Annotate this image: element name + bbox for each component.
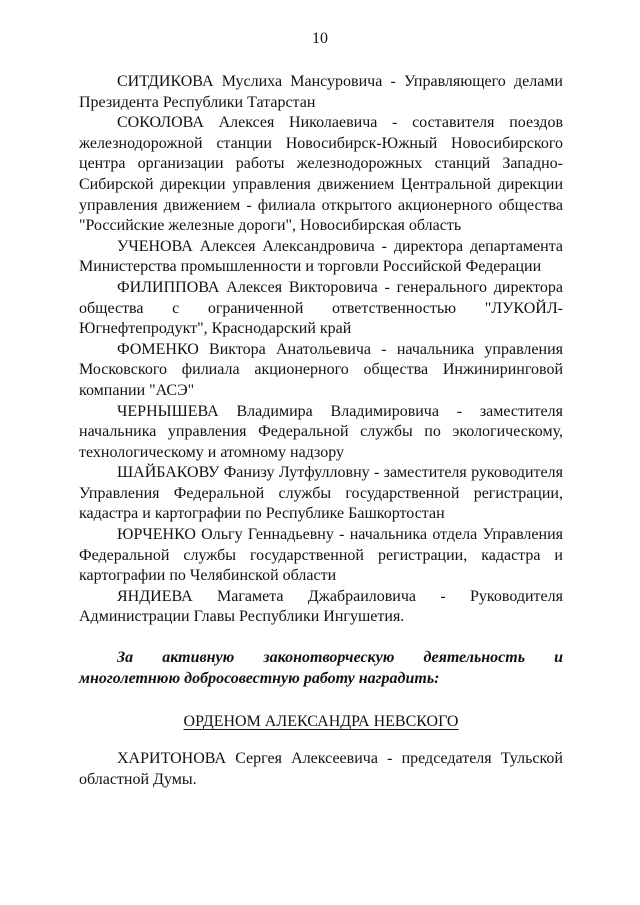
entry-surname: ХАРИТОНОВА xyxy=(117,750,227,768)
award-entry-final xyxy=(79,749,563,790)
entry-surname: ЮРЧЕНКО xyxy=(117,526,196,544)
entry-text: Сергея Алексеевича - председателя Тульской областной Думы. xyxy=(79,750,563,788)
entry-surname: УЧЕНОВА xyxy=(117,237,193,255)
entry-text: Ольгу Геннадьевну - начальника отдела Управления Федеральной службы государственной регистрации, кадастра и картографии по Челябинской области xyxy=(79,526,563,585)
entry-surname: ФИЛИППОВА xyxy=(117,278,220,296)
entry-surname: ЯНДИЕВА xyxy=(117,587,193,605)
entry-text: Алексея Александровича - директора департамента Министерства промышленности и торговли Российской Федерации xyxy=(79,237,563,276)
award-entry-4 xyxy=(79,278,563,340)
entry-surname: ШАЙБАКОВУ xyxy=(117,464,220,482)
award-entry-1 xyxy=(79,72,563,113)
award-entry-5 xyxy=(79,340,563,402)
entry-text: Муслиха Мансуровича - Управляющего делами Президента Республики Татарстан xyxy=(79,73,563,111)
award-entry-9 xyxy=(79,587,563,628)
entry-surname: СОКОЛОВА xyxy=(117,114,204,132)
entry-text: Фанизу Лутфулловну - заместителя руководителя Управления Федеральной службы государственной регистрации, кадастра и картографии по Республике Башкортостан xyxy=(79,464,563,523)
order-title: ОРДЕНОМ АЛЕКСАНДРА НЕВСКОГО xyxy=(183,713,459,731)
entry-text: Алексея Николаевича - составителя поездов железнодорожной станции Новосибирск-Южный Новосибирского центра организации работы железнодорожных станций Западно-Сибирской дирекции управления движением Центральной дирекции управления движением - филиала открытого акционерного общества "Российские железные дороги", Новосибирская область xyxy=(79,114,563,235)
award-intro: За активную законотворческую деятельность и многолетнюю добросовестную работу наградить: xyxy=(79,649,563,687)
entry-surname: СИТДИКОВА xyxy=(117,73,214,90)
award-entry-3 xyxy=(79,237,563,278)
award-entry-7 xyxy=(79,463,563,525)
document-body xyxy=(79,72,563,790)
award-entry-2 xyxy=(79,113,563,237)
award-entry-6 xyxy=(79,402,563,464)
entry-text: Виктора Анатольевича - начальника управления Московского филиала акционерного общества Инжиниринговой компании "АСЭ" xyxy=(79,340,563,399)
entry-text: Магамета Джабраиловича - Руководителя Администрации Главы Республики Ингушетия. xyxy=(79,587,563,626)
entry-text: Алексея Викторовича - генерального директора общества с ограниченной ответственностью "ЛУКОЙЛ-Югнефтепродукт", Краснодарский край xyxy=(79,278,563,338)
entry-surname: ЧЕРНЫШЕВА xyxy=(117,402,219,420)
award-entry-8 xyxy=(79,525,563,587)
page-number: 10 xyxy=(312,30,328,47)
entry-surname: ФОМЕНКО xyxy=(117,340,199,358)
entry-text: Владимира Владимировича - заместителя начальника управления Федеральной службы по экологическому, технологическому и атомному надзору xyxy=(79,402,563,461)
